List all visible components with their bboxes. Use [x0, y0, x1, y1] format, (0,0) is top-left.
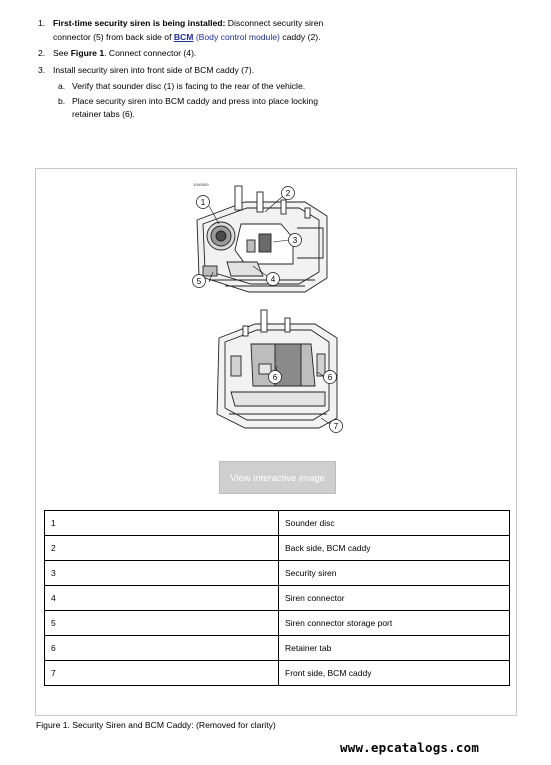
upper-assembly [197, 186, 327, 292]
substep-letter: b. [58, 95, 66, 106]
substep-letter: a. [58, 81, 66, 91]
legend-description: Sounder disc [279, 511, 510, 536]
step-3 [38, 64, 338, 78]
image-code: 1060089 [193, 182, 209, 187]
legend-number: 3 [45, 561, 279, 586]
legend-description: Retainer tab [279, 636, 510, 661]
callout-2 [282, 187, 295, 200]
callout-4 [267, 273, 280, 286]
legend-table [44, 510, 510, 686]
table-row [45, 511, 510, 536]
instruction-steps [38, 17, 338, 122]
bcm-definition-link[interactable]: (Body control module) [195, 31, 280, 42]
step-text: caddy (2). [279, 31, 321, 42]
substep-a [38, 80, 338, 94]
step-number: 3. [38, 64, 46, 75]
siren-caddy-diagram [185, 180, 355, 440]
step-2 [38, 47, 338, 61]
view-interactive-image-button[interactable]: View interactive image [219, 461, 336, 494]
site-watermark: www.epcatalogs.com [340, 740, 480, 755]
callout-label: 2 [285, 189, 291, 198]
table-row [45, 661, 510, 686]
bcm-link[interactable]: BCM [173, 31, 194, 42]
callout-label: 1 [200, 198, 206, 207]
lower-assembly [217, 310, 337, 428]
figure-reference: Figure 1 [70, 48, 105, 58]
step-number: 1. [38, 18, 46, 28]
step-number: 2. [38, 48, 46, 58]
substep-b [38, 95, 338, 122]
callout-label: 5 [196, 277, 202, 286]
callout-label: 4 [270, 275, 276, 284]
callout-5 [193, 275, 206, 288]
legend-number: 1 [45, 511, 279, 536]
callout-label: 7 [333, 422, 339, 431]
legend-number: 4 [45, 586, 279, 611]
legend-description: Siren connector [279, 586, 510, 611]
step-text: Install security siren into front side of BCM caddy (7). [53, 64, 255, 75]
substep-text: Place security siren into BCM caddy and press into place locking retainer tabs (6). [72, 95, 318, 119]
legend-number: 7 [45, 661, 279, 686]
callout-label: 6 [272, 373, 278, 382]
legend-number: 2 [45, 536, 279, 561]
table-row [45, 536, 510, 561]
callout-label: 6 [327, 373, 333, 382]
legend-number: 6 [45, 636, 279, 661]
callout-label: 3 [292, 236, 298, 245]
substep-text: Verify that sounder disc (1) is facing to the rear of the vehicle. [72, 81, 306, 91]
table-row [45, 586, 510, 611]
step-text: . Connect connector (4). [104, 48, 197, 58]
legend-number: 5 [45, 611, 279, 636]
callout-3 [289, 234, 302, 247]
table-row [45, 611, 510, 636]
table-row [45, 636, 510, 661]
callout-6a [269, 371, 282, 384]
legend-description: Siren connector storage port [279, 611, 510, 636]
step-1 [38, 17, 338, 44]
legend-description: Front side, BCM caddy [279, 661, 510, 686]
callout-6b [324, 371, 337, 384]
step-condition: First-time security siren is being installed: [53, 18, 226, 28]
step-text: See [53, 48, 71, 58]
figure-caption: Figure 1. Security Siren and BCM Caddy: (Removed for clarity) [36, 720, 276, 730]
callout-7 [330, 420, 343, 433]
legend-description: Security siren [279, 561, 510, 586]
legend-description: Back side, BCM caddy [279, 536, 510, 561]
table-row [45, 561, 510, 586]
callout-1 [197, 196, 210, 209]
step-text: Disconnect security siren connector (5) from back side of [53, 18, 324, 42]
